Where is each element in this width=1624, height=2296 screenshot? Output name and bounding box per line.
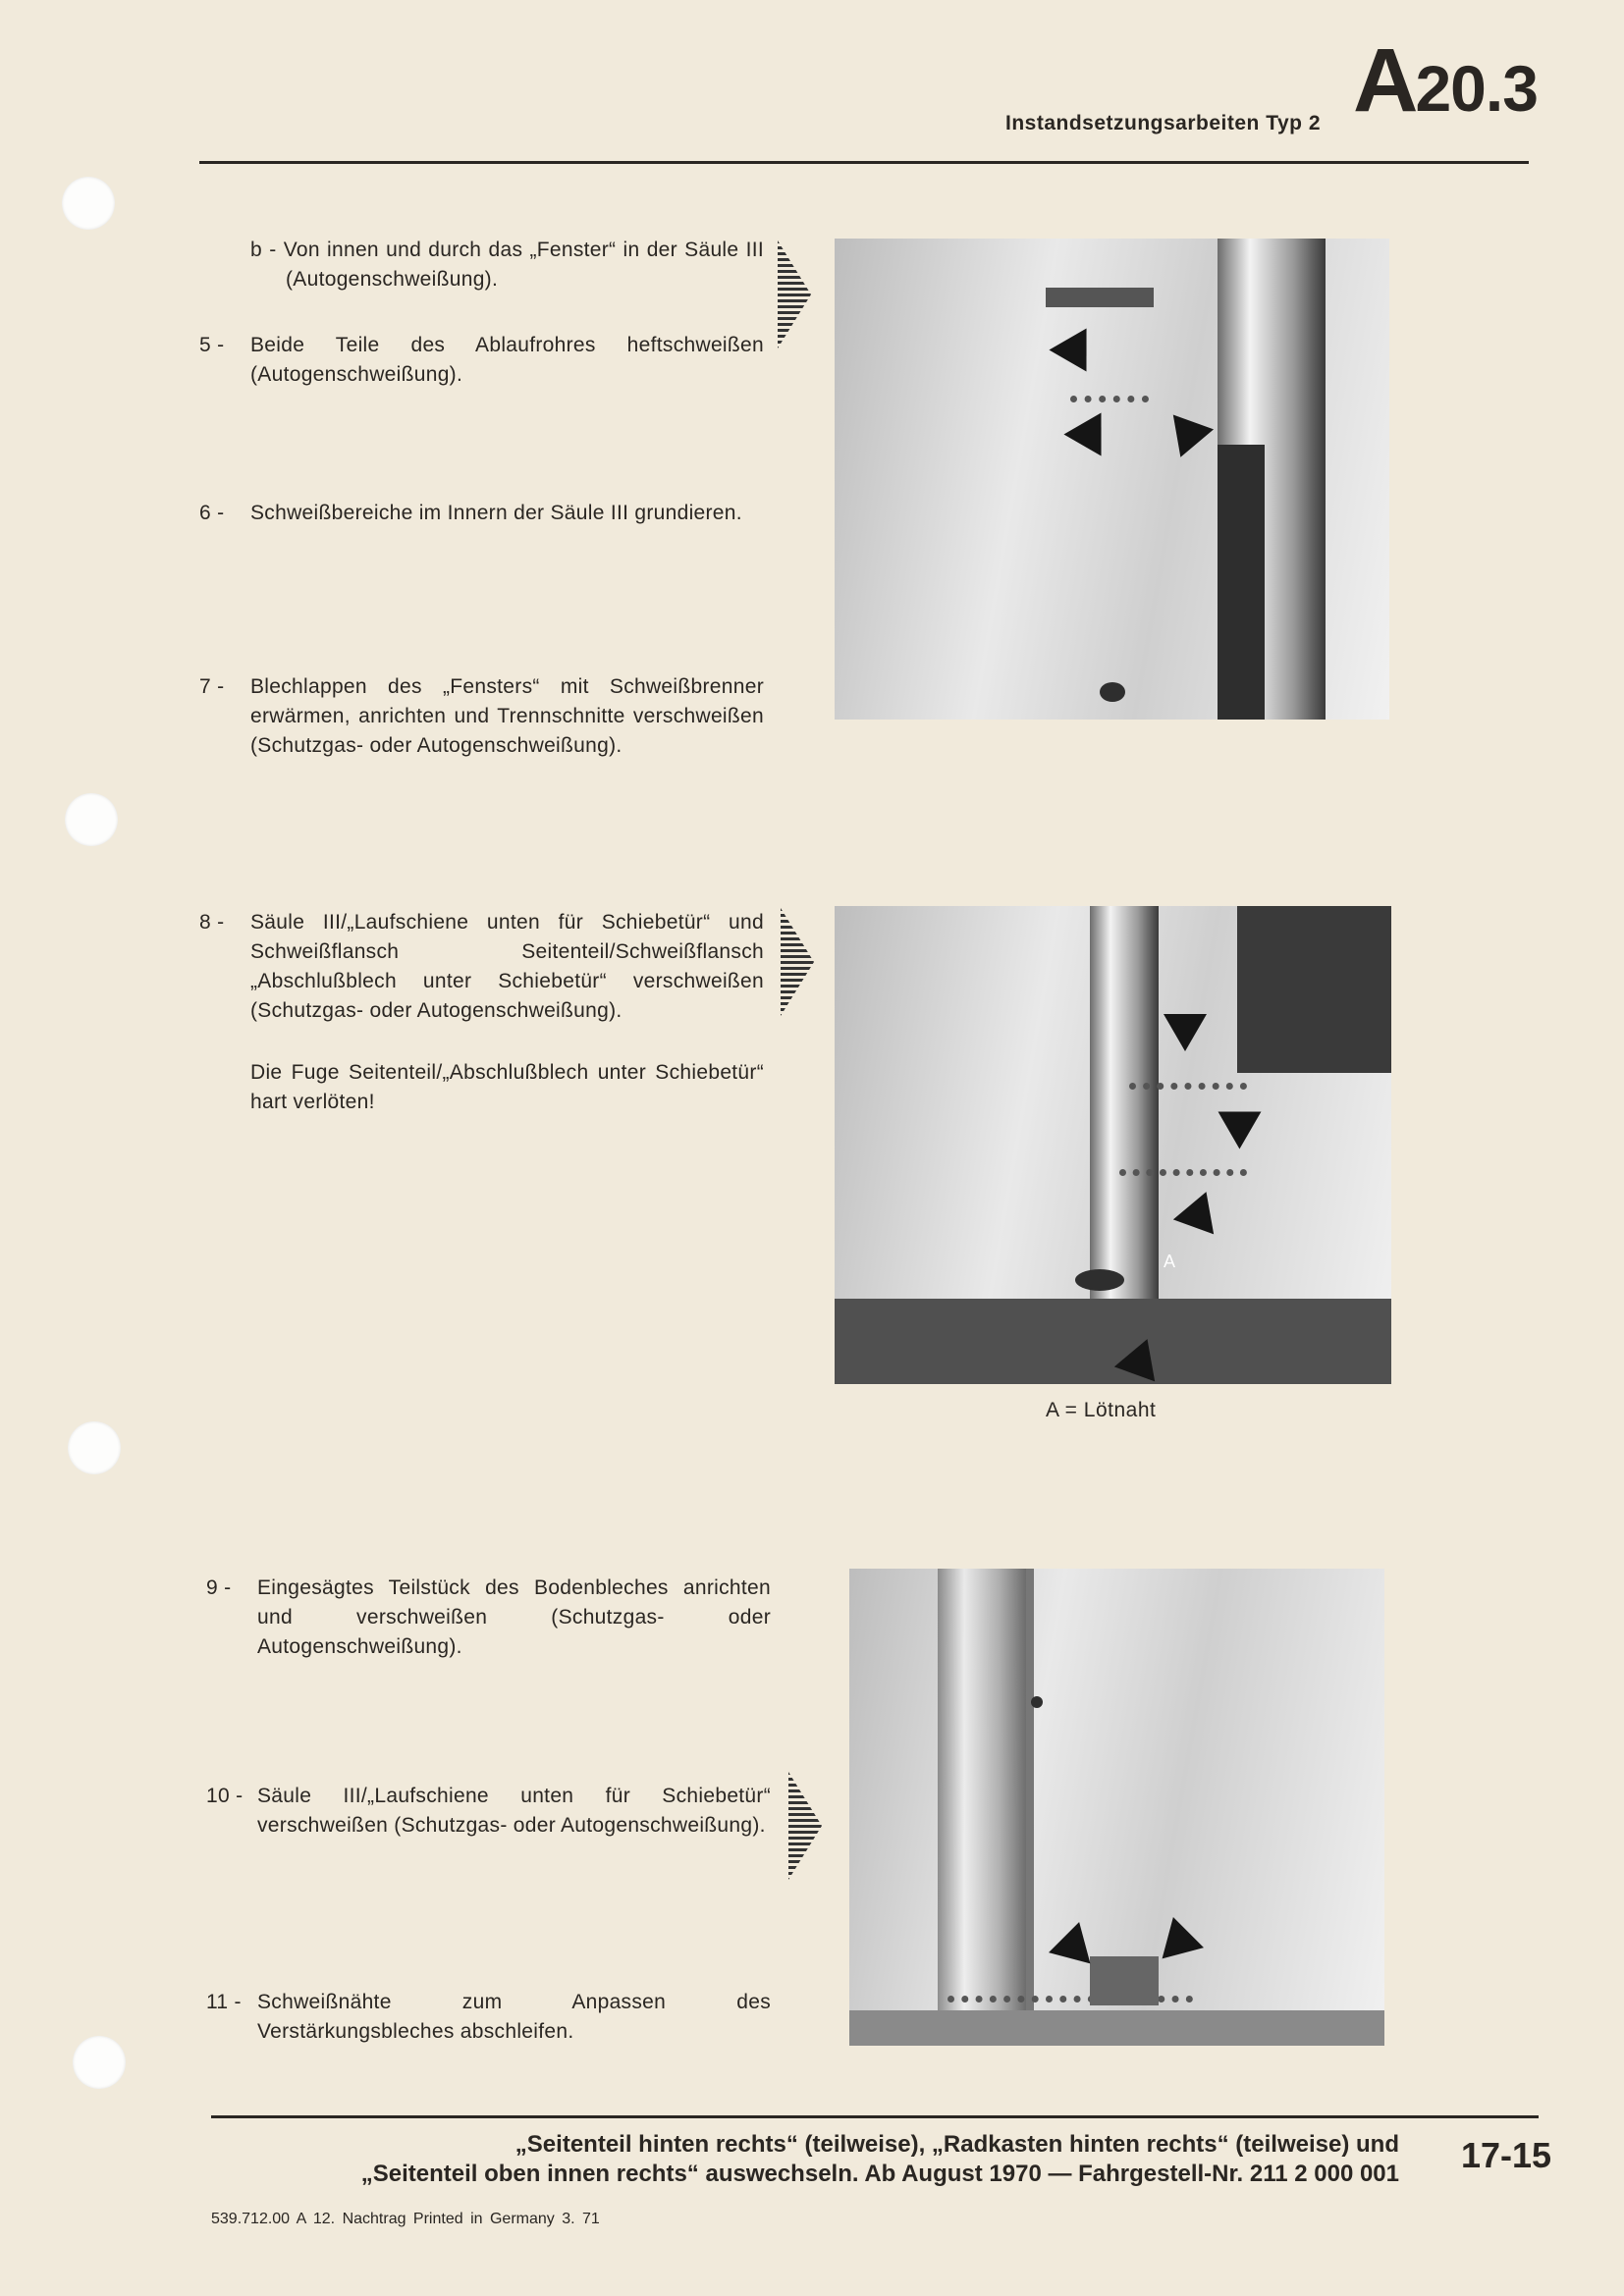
photo-floor-panel (849, 1569, 1384, 2046)
step-8 (199, 908, 764, 1026)
step-11 (206, 1988, 771, 2047)
step-text: Säule III/„Laufschiene unten für Schiebetür“ und Schweißflansch Seitenteil/Schweißflansch „Abschlußblech unter Schiebetür“ verschweißen (Schutzgas- oder Autogenschweißung). (250, 911, 764, 1022)
footer-rule (211, 2115, 1539, 2118)
step-number: b - (250, 239, 277, 261)
step-9 (206, 1574, 771, 1662)
step-8-note (199, 1058, 764, 1117)
step-text: Beide Teile des Ablaufrohres heftschweißen (Autogenschweißung). (250, 334, 764, 386)
pointer-arrow-icon (781, 908, 814, 1016)
step-text: Blechlappen des „Fensters“ mit Schweißbrenner erwärmen, anrichten und Trennschnitte verschweißen (Schutzgas- oder Autogenschweißung). (250, 675, 764, 757)
title-line: „Seitenteil hinten rechts“ (teilweise), „Radkasten hinten rechts“ (teilweise) und (514, 2131, 1399, 2158)
punch-hole (73, 2036, 126, 2089)
step-number: 5 - (199, 334, 225, 356)
title-line: „Seitenteil oben innen rechts“ auswechseln. Ab August 1970 — Fahrgestell-Nr. 211 2 000 001 (360, 2161, 1399, 2187)
print-info: 539.712.00 A 12. Nachtrag Printed in Germany 3. 71 (211, 2211, 600, 2227)
step-7 (199, 672, 764, 761)
step-text: Schweißnähte zum Anpassen des Verstärkungsbleches abschleifen. (257, 1991, 771, 2043)
step-number: 11 - (206, 1991, 242, 2013)
step-10 (206, 1782, 771, 1841)
code-number: 20.3 (1415, 52, 1538, 125)
punch-hole (62, 177, 115, 230)
step-text: Eingesägtes Teilstück des Bodenbleches anrichten und verschweißen (Schutzgas- oder Autogenschweißung). (257, 1576, 771, 1658)
pointer-arrow-icon (778, 240, 811, 348)
step-5 (199, 331, 764, 390)
code-letter: A (1353, 30, 1416, 131)
page-number: 17-15 (1461, 2135, 1552, 2175)
photo-caption: A = Lötnaht (1046, 1399, 1157, 1421)
section-title: Instandsetzungsarbeiten Typ 2 (1005, 112, 1321, 134)
step-text: Säule III/„Laufschiene unten für Schiebetür“ verschweißen (Schutzgas- oder Autogenschweißung). (257, 1785, 771, 1837)
step-number: 9 - (206, 1576, 232, 1599)
step-number: 6 - (199, 502, 225, 524)
step-number: 10 - (206, 1785, 244, 1807)
step-text: Schweißbereiche im Innern der Säule III grundieren. (250, 502, 742, 524)
punch-hole (68, 1421, 121, 1474)
photo-pillar-window (835, 239, 1389, 720)
step-number: 8 - (199, 911, 225, 934)
punch-hole (65, 793, 118, 846)
pointer-arrow-icon (788, 1772, 822, 1880)
header-rule (199, 161, 1529, 164)
step-text: Die Fuge Seitenteil/„Abschlußblech unter Schiebetür“ hart verlöten! (250, 1061, 764, 1113)
page-code (1353, 29, 1538, 133)
step-text: Von innen und durch das „Fenster“ in der Säule III (Autogenschweißung). (283, 239, 764, 291)
document-title (361, 2130, 1399, 2189)
photo-sliding-door-rail (835, 906, 1391, 1384)
step-6 (199, 499, 764, 528)
label-a: A (1164, 1252, 1176, 1271)
step-b (199, 236, 764, 294)
step-number: 7 - (199, 675, 225, 698)
